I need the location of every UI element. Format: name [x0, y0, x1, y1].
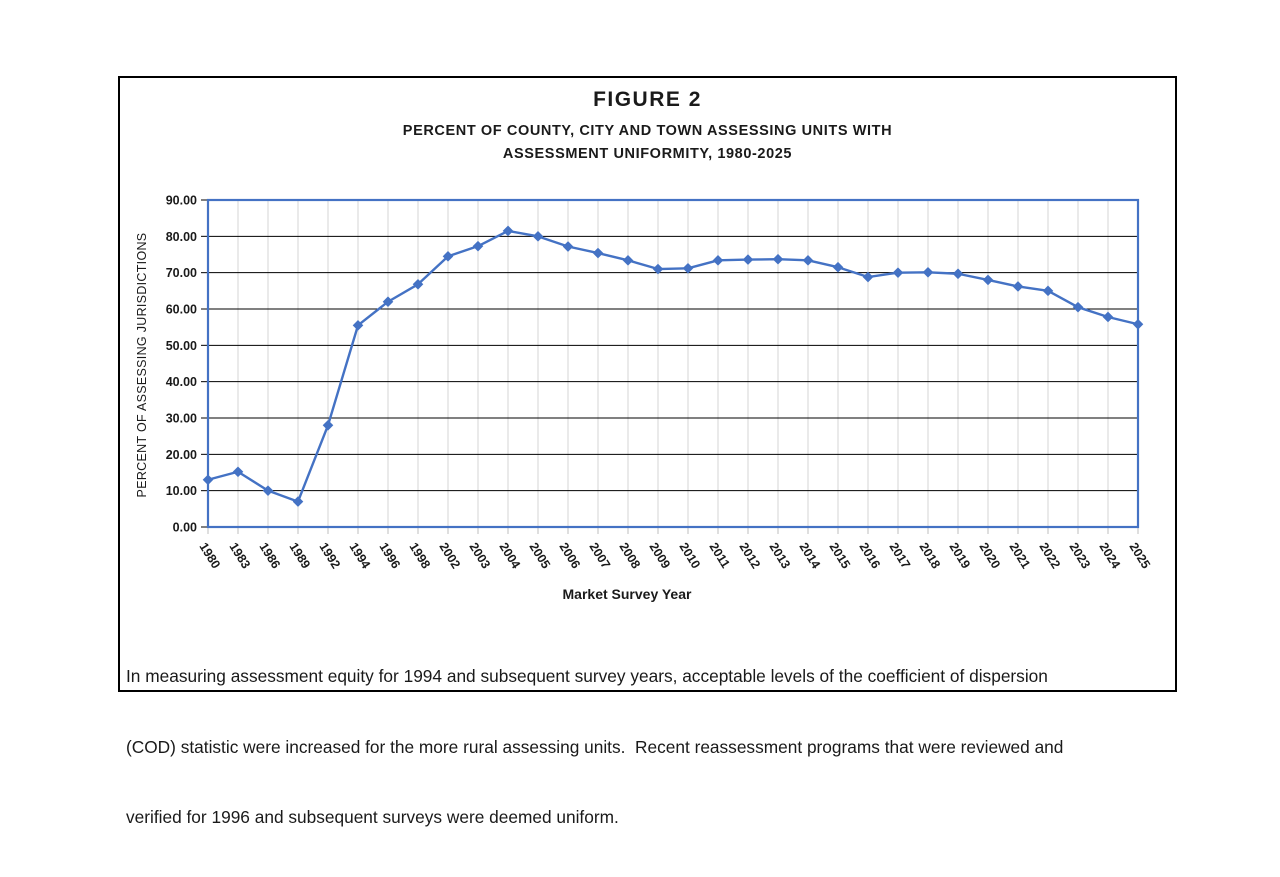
x-tick-label: 2013	[766, 540, 794, 572]
x-tick-label: 2024	[1096, 540, 1124, 572]
footnote-line-1: In measuring assessment equity for 1994 and subsequent survey years, acceptable levels of the coefficient of dispersion	[126, 666, 1048, 686]
y-tick-label: 60.00	[165, 302, 197, 317]
x-tick-label: 2006	[556, 540, 584, 572]
x-tick-label: 2002	[436, 540, 464, 572]
data-point-marker	[323, 421, 332, 430]
x-tick-label: 1992	[316, 540, 344, 572]
data-point-marker	[1133, 320, 1142, 329]
data-point-marker	[803, 256, 812, 265]
x-tick-label: 2009	[646, 540, 674, 572]
x-tick-label: 2022	[1036, 540, 1064, 572]
x-tick-label: 2023	[1066, 540, 1094, 572]
x-tick-label: 2003	[466, 540, 494, 572]
y-tick-label: 70.00	[165, 266, 197, 281]
chart-title: FIGURE 2	[593, 88, 702, 111]
data-point-marker	[1073, 303, 1082, 312]
y-tick-label: 0.00	[172, 520, 197, 535]
x-tick-label: 2008	[616, 540, 644, 572]
x-tick-label: 2010	[676, 540, 704, 572]
y-tick-label: 80.00	[165, 229, 197, 244]
x-tick-label: 1989	[286, 540, 314, 572]
x-tick-label: 2025	[1126, 540, 1154, 572]
x-tick-label: 2004	[496, 540, 524, 572]
x-tick-label: 2016	[856, 540, 884, 572]
data-point-marker	[743, 255, 752, 264]
x-tick-label: 2017	[886, 540, 914, 572]
x-tick-label: 1996	[376, 540, 404, 572]
data-point-marker	[863, 272, 872, 281]
chart-header	[120, 78, 1175, 166]
x-tick-label: 2019	[946, 540, 974, 572]
footnote-line-3: verified for 1996 and subsequent surveys were deemed uniform.	[126, 807, 619, 827]
data-point-marker	[1103, 312, 1112, 321]
x-tick-label: 2014	[796, 540, 824, 572]
x-tick-label: 2005	[526, 540, 554, 572]
x-axis-title: Market Survey Year	[562, 586, 692, 602]
data-point-marker	[623, 256, 632, 265]
data-point-marker	[593, 248, 602, 257]
data-point-marker	[923, 268, 932, 277]
y-axis-title: PERCENT OF ASSESSING JURISDICTIONS	[135, 232, 149, 498]
x-tick-label: 2015	[826, 540, 854, 572]
chart-footnote	[126, 618, 1170, 877]
data-point-marker	[983, 275, 992, 284]
data-line	[208, 231, 1138, 502]
x-tick-label: 1983	[226, 540, 254, 572]
x-tick-label: 1994	[346, 540, 374, 572]
x-tick-label: 2018	[916, 540, 944, 572]
footnote-line-2: (COD) statistic were increased for the more rural assessing units. Recent reassessment programs that were reviewed and	[126, 736, 1064, 757]
chart-subtitle-line2: ASSESSMENT UNIFORMITY, 1980-2025	[502, 146, 793, 162]
x-tick-label: 1998	[406, 540, 434, 572]
y-tick-label: 20.00	[165, 447, 197, 462]
data-point-marker	[773, 255, 782, 264]
data-point-marker	[533, 232, 542, 241]
line-chart	[120, 178, 1175, 618]
x-tick-label: 2021	[1006, 540, 1034, 572]
y-tick-label: 90.00	[165, 193, 197, 208]
data-point-marker	[563, 242, 572, 251]
x-tick-label: 1980	[196, 540, 224, 572]
data-point-marker	[893, 268, 902, 277]
data-point-marker	[503, 226, 512, 235]
x-tick-label: 2020	[976, 540, 1004, 572]
data-point-marker	[293, 497, 302, 506]
y-tick-label: 40.00	[165, 375, 197, 390]
data-point-marker	[713, 256, 722, 265]
x-tick-label: 2012	[736, 540, 764, 572]
data-point-marker	[953, 269, 962, 278]
data-point-marker	[1043, 286, 1052, 295]
data-point-marker	[473, 242, 482, 251]
data-point-marker	[833, 263, 842, 272]
y-tick-label: 10.00	[165, 484, 197, 499]
data-point-marker	[1013, 282, 1022, 291]
y-tick-label: 50.00	[165, 338, 197, 353]
data-point-marker	[203, 475, 212, 484]
x-tick-label: 1986	[256, 540, 284, 572]
y-tick-label: 30.00	[165, 411, 197, 426]
x-tick-label: 2007	[586, 540, 614, 572]
figure-container	[118, 76, 1177, 827]
data-point-marker	[683, 264, 692, 273]
x-tick-label: 2011	[706, 540, 733, 571]
chart-subtitle-line1: PERCENT OF COUNTY, CITY AND TOWN ASSESSING UNITS WITH	[402, 123, 893, 139]
